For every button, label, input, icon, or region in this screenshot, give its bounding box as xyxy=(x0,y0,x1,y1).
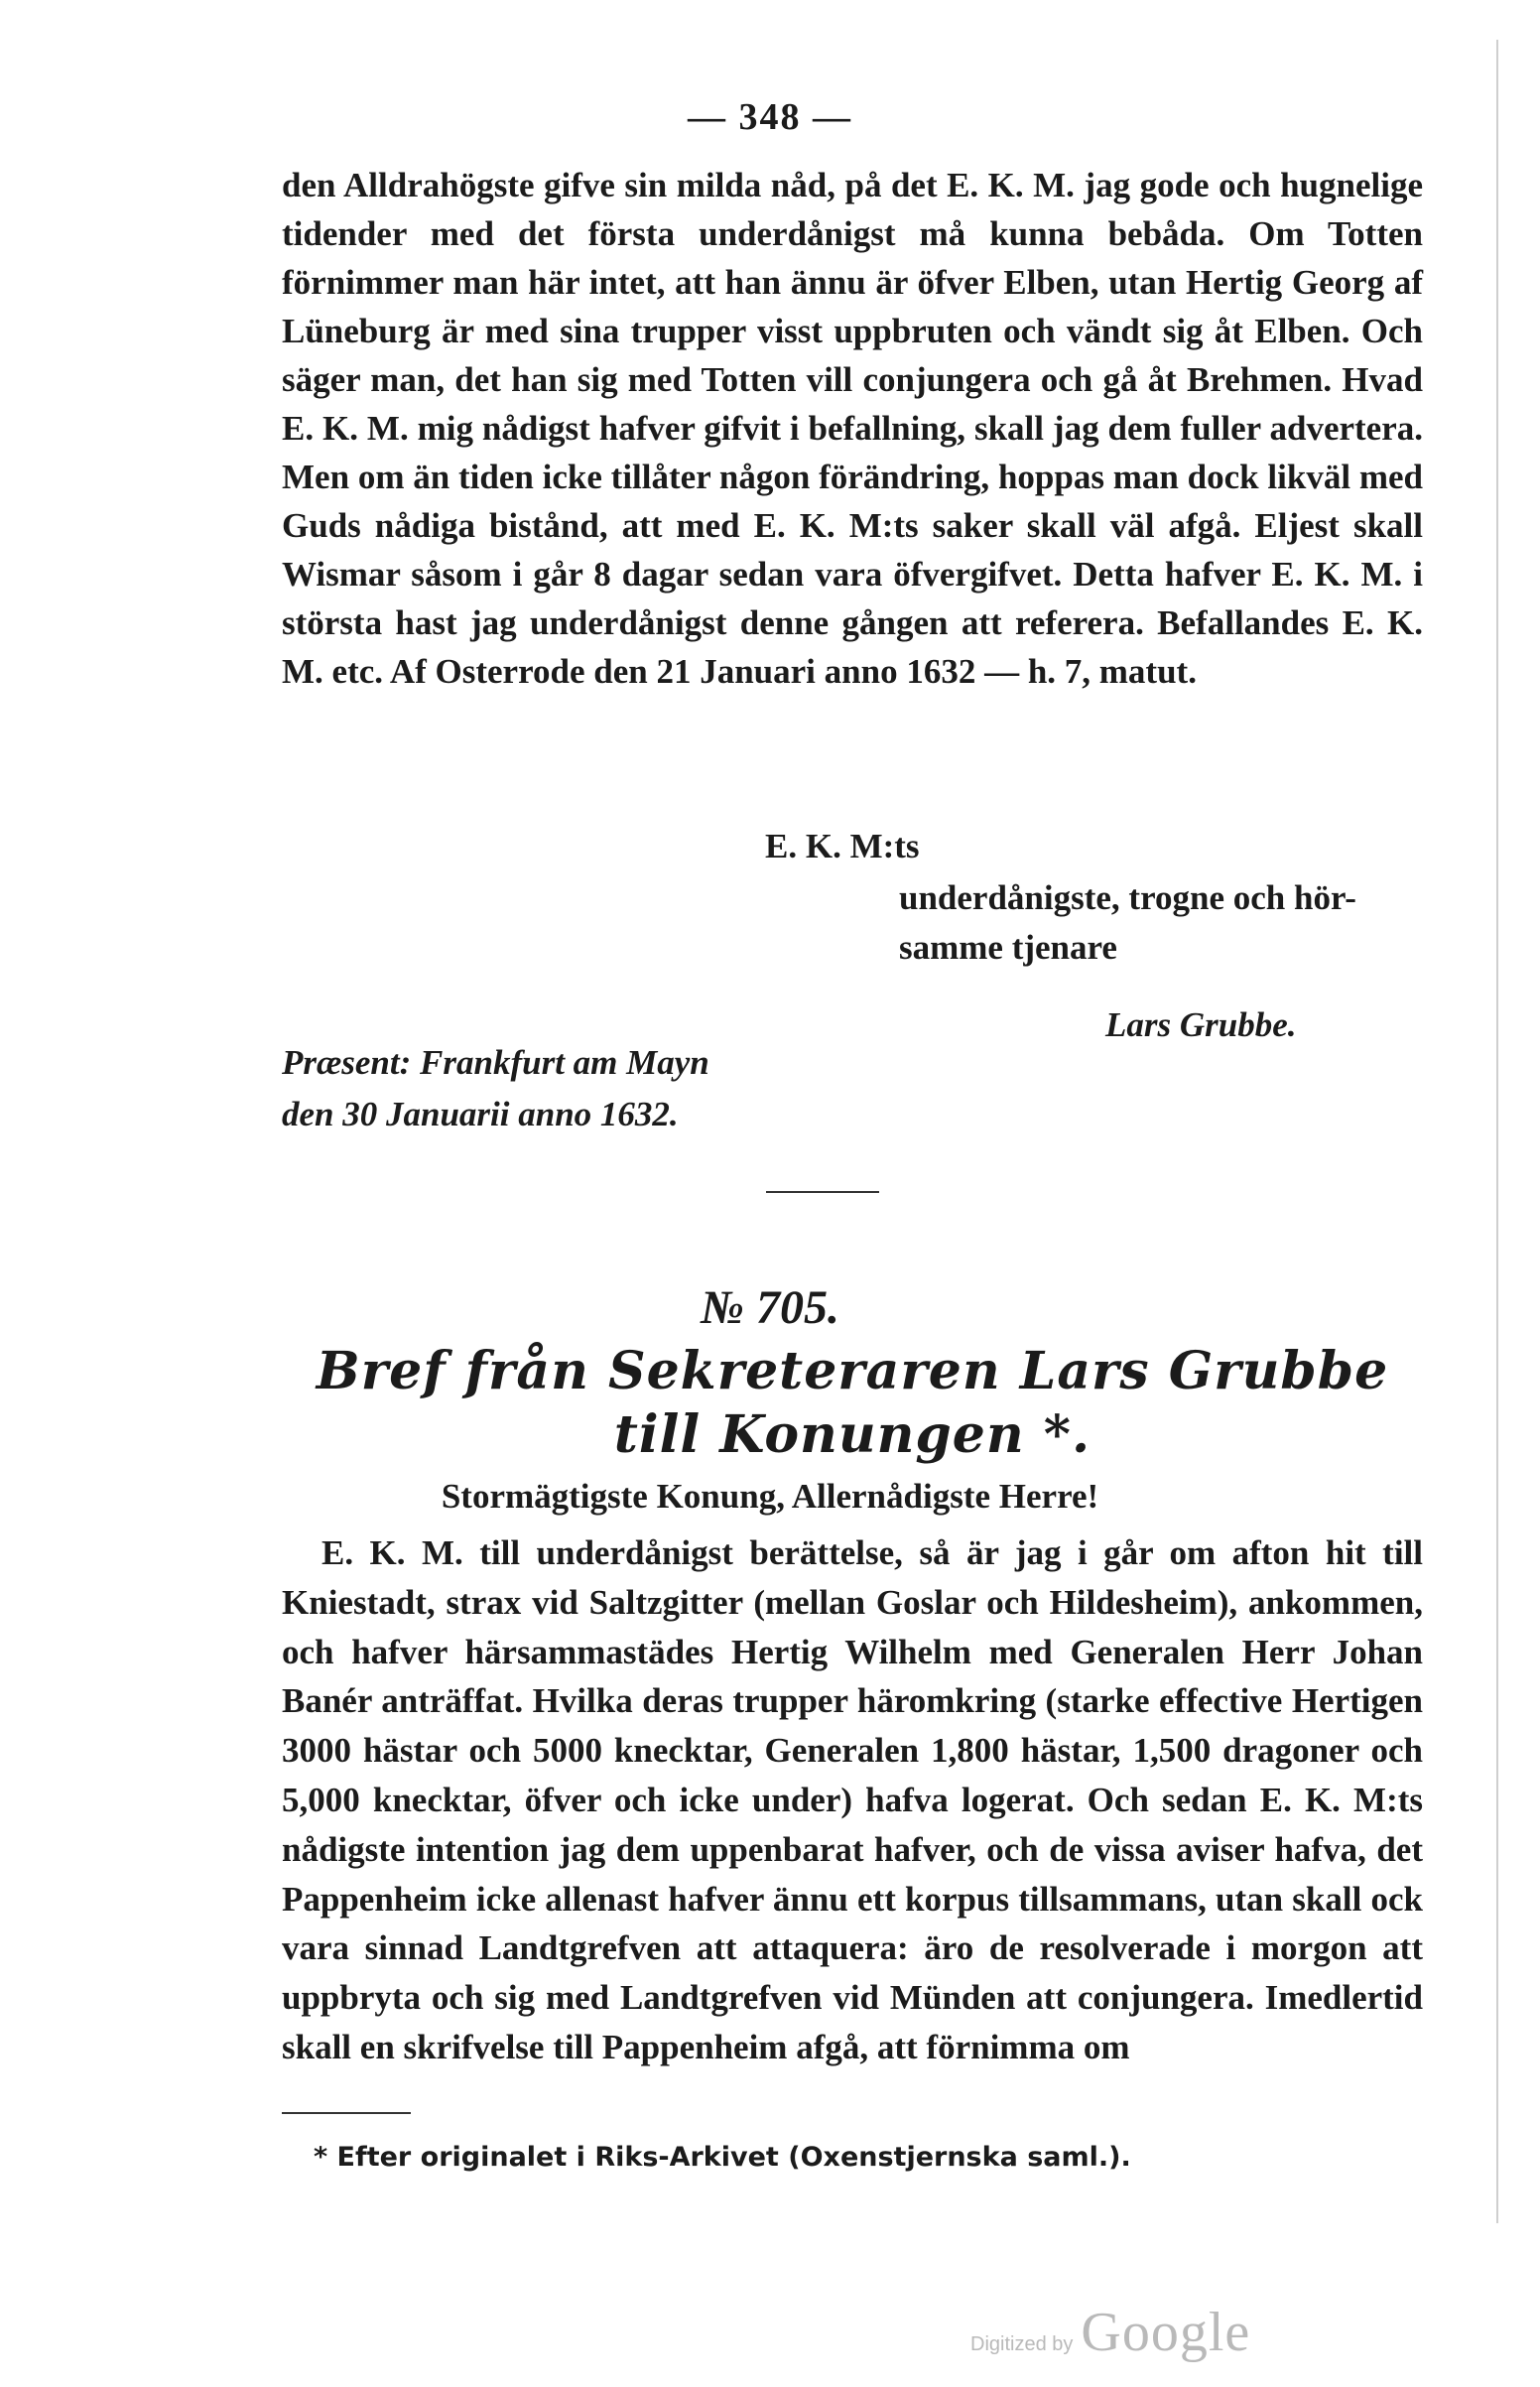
letter-title-line-1: Bref från Sekreteraren Lars Grubbe xyxy=(316,1341,1389,1401)
page-edge-line xyxy=(1496,40,1498,2223)
letter-title-line-2: till Konungen *. xyxy=(613,1404,1091,1465)
praesent-line-2: den 30 Januarii anno 1632. xyxy=(282,1095,679,1133)
footnote: * Efter originalet i Riks-Arkivet (Oxenstjernska saml.). xyxy=(314,2142,1131,2173)
letter-title xyxy=(282,1340,1423,1467)
letter-body-text: E. K. M. till underdånigst berättelse, så är jag i går om afton hit till Kniestadt, strax vid Saltzgitter (mellan Goslar och Hildesheim), ankommen, och hafver härsammastädes Hertig Wilhelm med Generalen Herr Johan Banér anträffat. Hvilka deras trupper häromkring (starke effective Hertigen 3000 hästar och 5000 knecktar, Generalen 1,800 hästar, 1,500 dragoner och 5,000 knecktar, öfver och icke under) hafva logerat. Och sedan E. K. M:ts nådigste intention jag dem uppenbarat hafver, och de vissa aviser hafva, det Pappenheim icke allenast hafver ännu ett korpus tillsammans, utan skall ock vara sinnad Landtgrefven att attaquera: äro de resolverade i morgon att uppbryta och sig med Landtgrefven vid Münden att conjungera. Imedlertid skall en skrifvelse till Pappenheim afgå, att förnimma om xyxy=(282,1533,1423,2066)
signature-name: Lars Grubbe. xyxy=(1105,1005,1297,1044)
signature-line-2: samme tjenare xyxy=(899,928,1117,967)
letter-body xyxy=(282,1528,1423,2072)
footnote-rule xyxy=(282,2112,411,2114)
signature-block xyxy=(282,827,1423,1055)
signature-address: E. K. M:ts xyxy=(765,827,920,865)
letter-number: № 705. xyxy=(701,1281,839,1334)
letter-salutation: Stormägtigste Konung, Allernådigste Herre! xyxy=(441,1477,1099,1516)
signature-line-1: underdånigste, trogne och hör- xyxy=(899,878,1356,917)
section-divider xyxy=(766,1191,879,1193)
praesent-line-1: Præsent: Frankfurt am Mayn xyxy=(282,1043,709,1082)
top-paragraph-text: den Alldrahögste gifve sin milda nåd, på det E. K. M. jag gode och hugnelige tidender med det första underdånigst må kunna bebåda. Om Totten förnimmer man här intet, att han ännu är öfver Elben, utan Hertig Georg af Lüneburg är med sina trupper visst uppbruten och vändt sig åt Elben. Och säger man, det han sig med Totten vill conjungera och gå åt Brehmen. Hvad E. K. M. mig nådigst hafver gifvit i befallning, skall jag dem fuller advertera. Men om än tiden icke tillåter någon förändring, hoppas man dock likväl med Guds nådiga bistånd, att med E. K. M:ts saker skall väl afgå. Eljest skall Wismar såsom i går 8 dagar sedan vara öfvergifvet. Detta hafver E. K. M. i största hast jag underdånigst denne gången att referera. Befallandes E. K. M. etc. Af Osterrode den 21 Januari anno 1632 — h. 7, matut. xyxy=(282,166,1423,691)
page-number: — 348 — xyxy=(688,96,852,138)
watermark-logo-text: Google xyxy=(1081,2302,1251,2363)
watermark-small-text: Digitized by xyxy=(970,2333,1074,2355)
top-paragraph xyxy=(282,161,1423,696)
praesent-note xyxy=(282,1037,709,1140)
digitized-watermark xyxy=(970,2301,1250,2364)
